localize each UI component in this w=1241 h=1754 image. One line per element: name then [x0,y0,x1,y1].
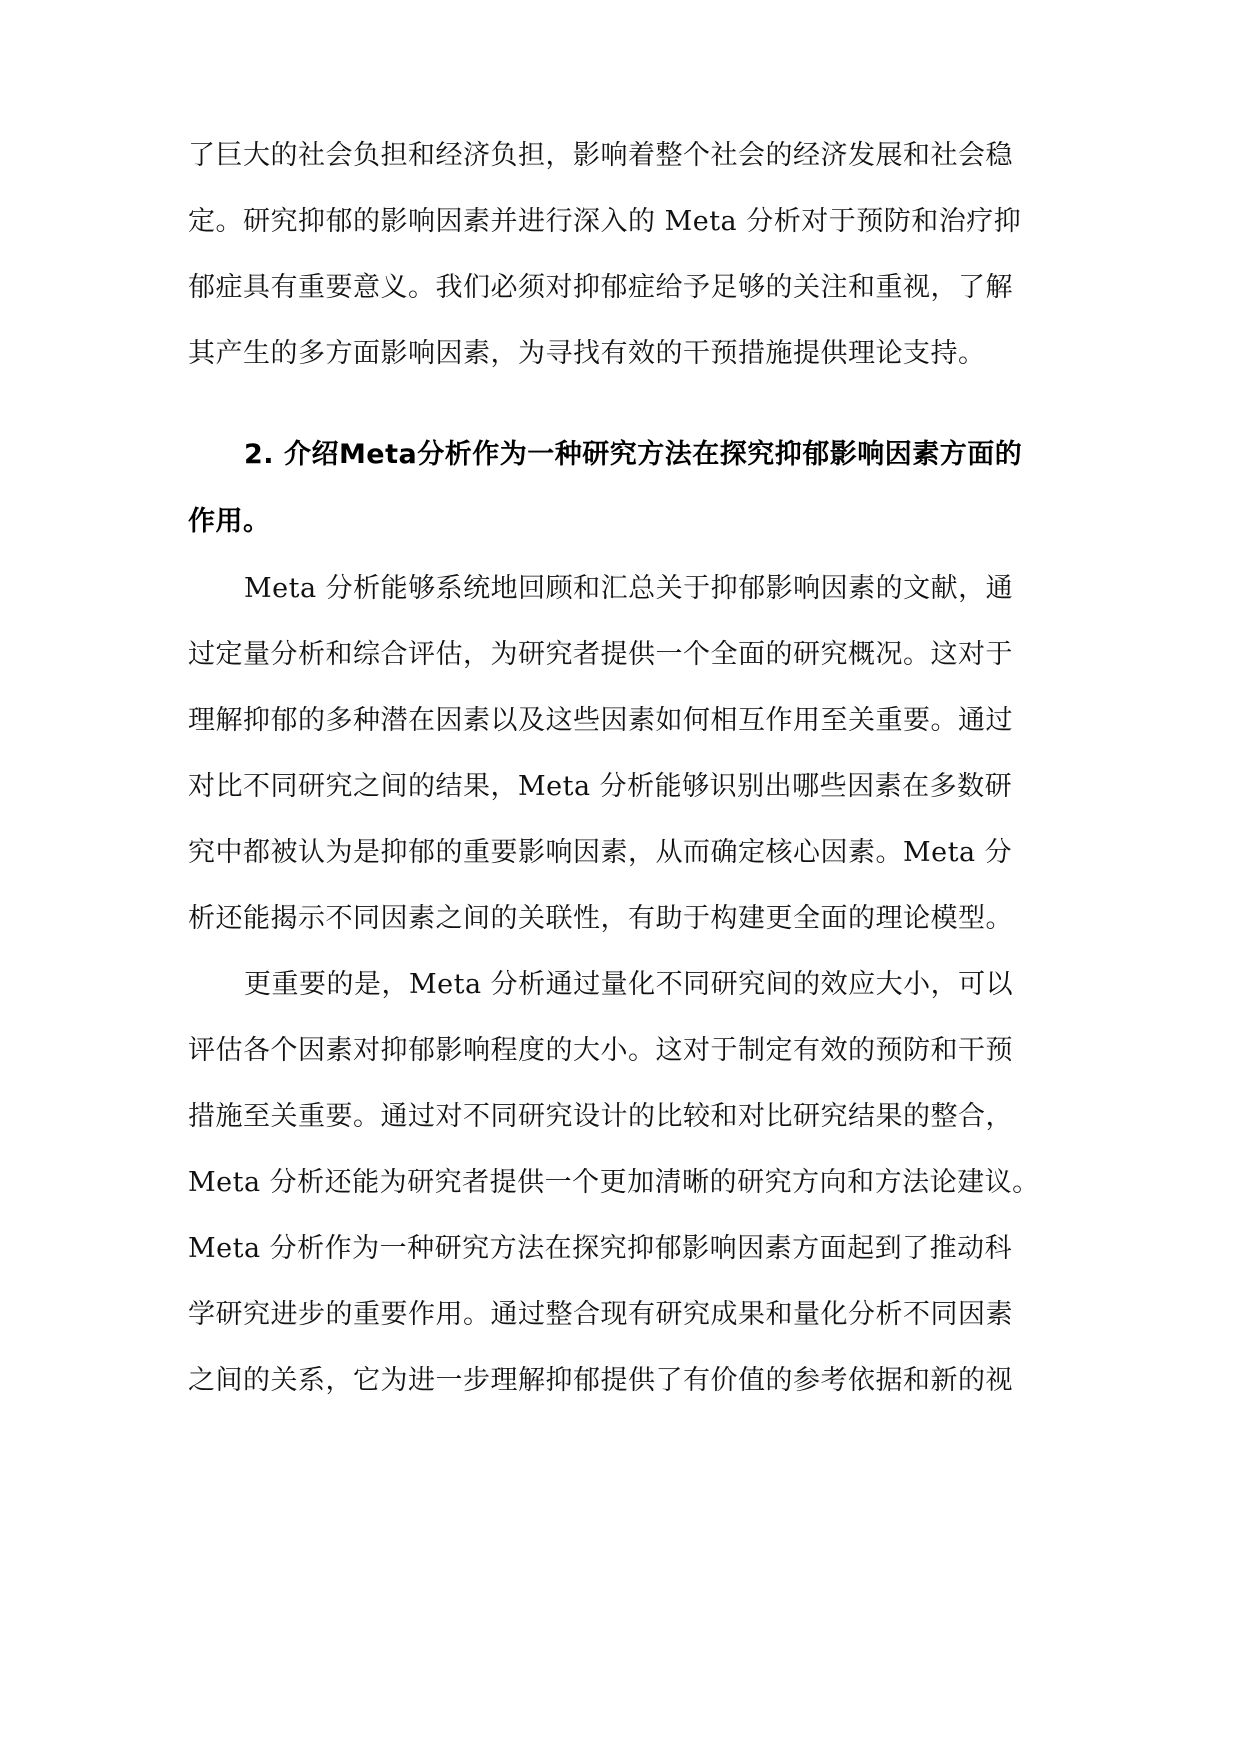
paragraph-2-line-3: 理解抑郁的多种潜在因素以及这些因素如何相互作用至关重要。通过 [188,705,1013,736]
paragraph-2-line-6: 析还能揭示不同因素之间的关联性，有助于构建更全面的理论模型。 [188,903,1013,934]
section-heading-line-2: 作用。 [188,506,271,537]
paragraph-3-line-4: Meta 分析还能为研究者提供一个更加清晰的研究方向和方法论建议。 [188,1167,1040,1198]
paragraph-3-line-2: 评估各个因素对抑郁影响程度的大小。这对于制定有效的预防和干预 [188,1035,1013,1066]
section-heading-line-1: 2. 介绍Meta分析作为一种研究方法在探究抑郁影响因素方面的 [244,439,1023,470]
paragraph-1-line-3: 郁症具有重要意义。我们必须对抑郁症给予足够的关注和重视，了解 [188,272,1013,303]
paragraph-3-line-7: 之间的关系，它为进一步理解抑郁提供了有价值的参考依据和新的视 [188,1365,1013,1396]
paragraph-2-line-1: Meta 分析能够系统地回顾和汇总关于抑郁影响因素的文献，通 [244,573,1014,604]
paragraph-3-line-3: 措施至关重要。通过对不同研究设计的比较和对比研究结果的整合， [188,1101,1013,1132]
paragraph-3-line-1: 更重要的是，Meta 分析通过量化不同研究间的效应大小，可以 [244,969,1014,1000]
paragraph-1-line-1: 了巨大的社会负担和经济负担，影响着整个社会的经济发展和社会稳 [188,140,1013,171]
paragraph-2-line-4: 对比不同研究之间的结果，Meta 分析能够识别出哪些因素在多数研 [188,771,1013,802]
paragraph-2-line-2: 过定量分析和综合评估，为研究者提供一个全面的研究概况。这对于 [188,639,1013,670]
paragraph-3-line-6: 学研究进步的重要作用。通过整合现有研究成果和量化分析不同因素 [188,1299,1013,1330]
paragraph-3-line-5: Meta 分析作为一种研究方法在探究抑郁影响因素方面起到了推动科 [188,1233,1013,1264]
paragraph-1-line-2: 定。研究抑郁的影响因素并进行深入的 Meta 分析对于预防和治疗抑 [188,206,1022,237]
paragraph-2-line-5: 究中都被认为是抑郁的重要影响因素，从而确定核心因素。Meta 分 [188,837,1013,868]
paragraph-1-line-4: 其产生的多方面影响因素，为寻找有效的干预措施提供理论支持。 [188,338,986,369]
